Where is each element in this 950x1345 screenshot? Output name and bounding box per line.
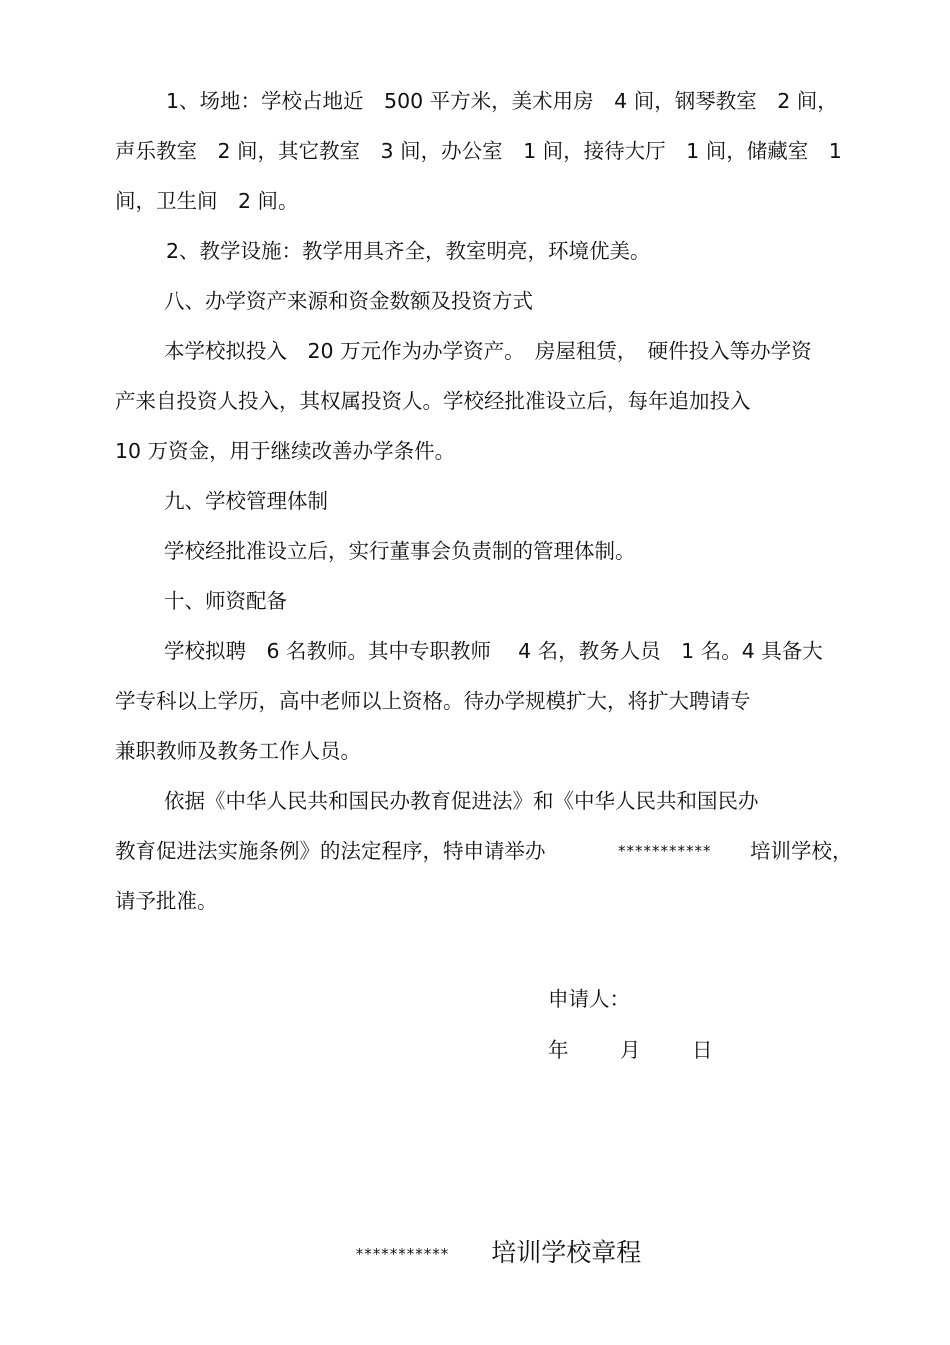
- title-text: 培训学校章程: [491, 1238, 642, 1267]
- paragraph-line: 声乐教室 2 间，其它教室 3 间，办公室 1 间，接待大厅 1 间，储藏室 1: [115, 139, 842, 163]
- paragraph-line: 2、教学设施：教学用具齐全，教室明亮，环境优美。: [166, 239, 651, 263]
- applicant-label: 申请人：: [548, 987, 630, 1011]
- date-day: 日: [692, 1038, 713, 1062]
- paragraph-line: 依据《中华人民共和国民办教育促进法》和《中华人民共和国民办: [164, 789, 759, 813]
- paragraph-line: 10 万资金，用于继续改善办学条件。: [115, 439, 456, 463]
- date-month: 月: [620, 1038, 641, 1062]
- paragraph-line: 产来自投资人投入，其权属投资人。学校经批准设立后，每年追加投入: [115, 389, 751, 413]
- section-heading: 十、师资配备: [164, 589, 287, 613]
- paragraph-line: 请予批准。: [115, 889, 218, 913]
- paragraph-line: 兼职教师及教务工作人员。: [115, 739, 361, 763]
- title-stars: ***********: [355, 1245, 450, 1263]
- paragraph-line: 学校经批准设立后，实行董事会负责制的管理体制。: [164, 539, 636, 563]
- paragraph-line: 教育促进法实施条例》的法定程序，特申请举办: [115, 839, 546, 863]
- section-heading: 九、学校管理体制: [164, 489, 328, 513]
- date-year: 年: [548, 1038, 569, 1062]
- paragraph-line: 学专科以上学历，高中老师以上资格。待办学规模扩大，将扩大聘请专: [115, 689, 751, 713]
- paragraph-line: 间，卫生间 2 间。: [115, 189, 299, 213]
- paragraph-line: 1、场地：学校占地近 500 平方米，美术用房 4 间，钢琴教室 2 间，: [166, 89, 838, 113]
- paragraph-line: 培训学校，: [750, 839, 853, 863]
- placeholder-stars: ***********: [618, 842, 712, 860]
- section-heading: 八、办学资产来源和资金数额及投资方式: [164, 289, 533, 313]
- paragraph-line: 学校拟聘 6 名教师。其中专职教师 4 名，教务人员 1 名。4 具备大: [164, 639, 823, 663]
- next-document-title: [324, 1208, 641, 1299]
- paragraph-line: 本学校拟投入 20 万元作为办学资产。 房屋租赁， 硬件投入等办学资: [164, 339, 812, 363]
